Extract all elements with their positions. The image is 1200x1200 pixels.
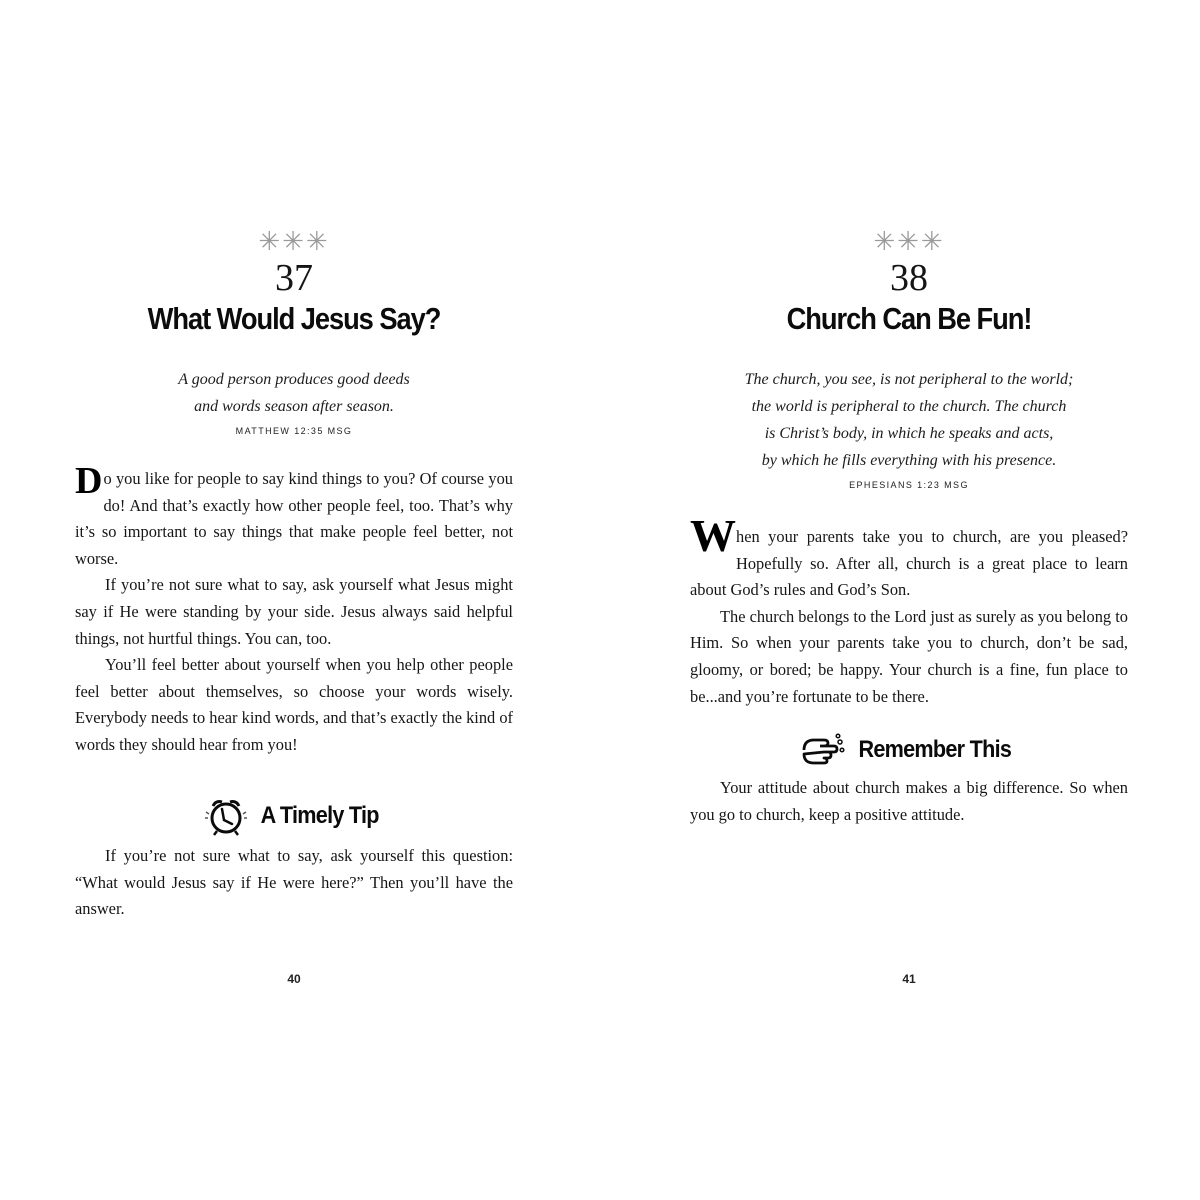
- chapter-title: What Would Jesus Say?: [147, 301, 441, 336]
- body-paragraph: The church belongs to the Lord just as surely as you belong to Him. So when your parents take you to church, don’t be sad, gloomy, or bored; be happy. Your church is a fine, fun place to be...and you’re fortunate to be there.: [690, 606, 1128, 706]
- paragraph-text: hen your parents take you to church, are you pleased? Hopefully so. After all, church is a great place to learn about God’s rules and God’s Son.: [690, 527, 1128, 600]
- epigraph-line: the world is peripheral to the church. The church: [751, 398, 1067, 415]
- body-paragraph: If you’re not sure what to say, ask yourself what Jesus might say if He were standing by your side. Jesus always said helpful things, not hurtful things. You can, too.: [75, 575, 513, 648]
- body-paragraph: You’ll feel better about yourself when you help other people feel better about themselves, so choose your words wisely. Everybody needs to hear kind words, and that’s exactly the kind of words they should hear from you!: [75, 655, 513, 754]
- chapter-title: Church Can Be Fun!: [786, 301, 1032, 336]
- sidebar-text: [690, 775, 1128, 828]
- sidebar-paragraph: If you’re not sure what to say, ask yourself this question: “What would Jesus say if He were here?” Then you’ll have the answer.: [75, 846, 513, 919]
- body-text: [690, 510, 1128, 710]
- sidebar-heading-label: A Timely Tip: [260, 802, 380, 829]
- drop-cap: W: [690, 510, 736, 561]
- epigraph-line: The church, you see, is not peripheral to the world;: [744, 371, 1074, 388]
- sidebar-heading: [690, 730, 1128, 770]
- scripture-citation: EPHESIANS 1:23 MSG: [849, 480, 969, 490]
- epigraph-line: is Christ’s body, in which he speaks and acts,: [764, 425, 1054, 442]
- chapter-number: 38: [890, 257, 928, 299]
- epigraph-line: and words season after season.: [194, 398, 394, 415]
- scripture-citation: MATTHEW 12:35 MSG: [235, 426, 353, 436]
- body-text: [75, 460, 513, 759]
- epigraph-line: A good person produces good deeds: [178, 371, 410, 388]
- drop-cap: D: [75, 460, 103, 502]
- body-paragraph: [75, 460, 513, 572]
- page-number: 41: [902, 972, 916, 986]
- epigraph-line: by which he fills everything with his presence.: [761, 452, 1057, 469]
- sidebar-heading-label: Remember This: [858, 736, 1012, 763]
- asterisk-ornament-icon: ✳✳✳: [873, 227, 945, 257]
- left-page: [75, 0, 513, 1200]
- sidebar-paragraph: Your attitude about church makes a big difference. So when you go to church, keep a positive attitude.: [690, 778, 1128, 824]
- epigraph: [690, 366, 1128, 496]
- epigraph: [75, 366, 513, 442]
- page-number: 40: [287, 972, 301, 986]
- sidebar-heading: [75, 796, 513, 836]
- asterisk-ornament-icon: ✳✳✳: [258, 227, 330, 257]
- paragraph-text: o you like for people to say kind things to you? Of course you do! And that’s exactly how other people feel, too. That’s why it’s so important to say things that make people feel better, not worse.: [75, 469, 513, 568]
- body-paragraph: [690, 510, 1128, 604]
- chapter-number: 37: [275, 257, 313, 299]
- pointing-hand-icon: [798, 730, 846, 770]
- sidebar-text: [75, 843, 513, 923]
- right-page: [690, 0, 1128, 1200]
- alarm-clock-icon: [202, 796, 250, 836]
